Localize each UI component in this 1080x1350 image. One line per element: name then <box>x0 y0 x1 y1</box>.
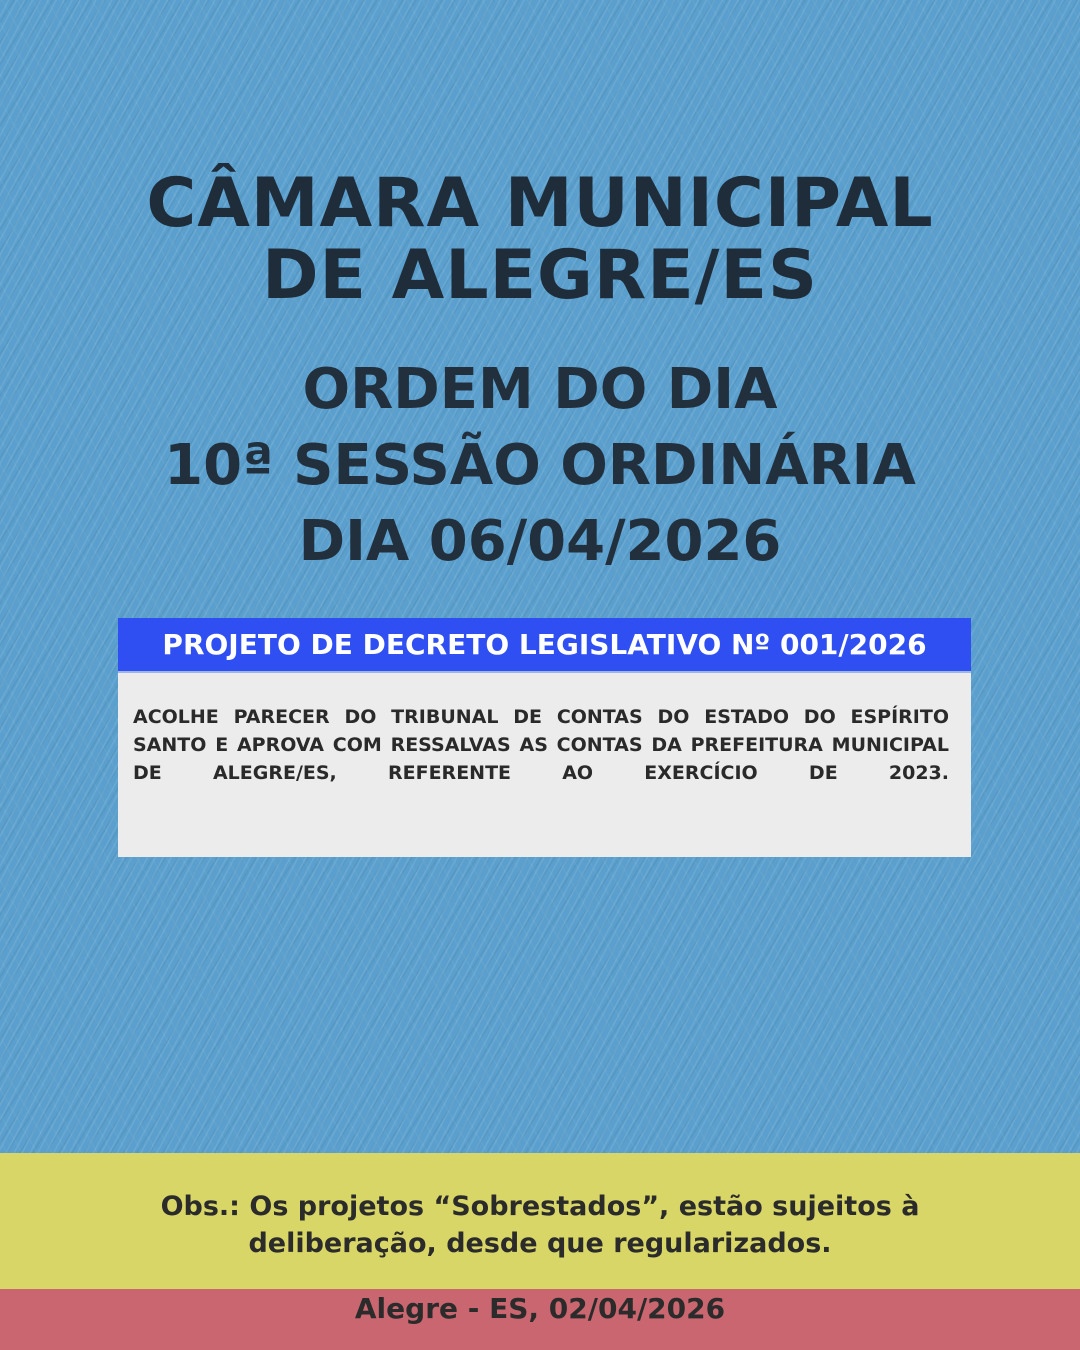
note-line-1: Obs.: Os projetos “Sobrestados”, estão sujeitos à <box>160 1191 920 1222</box>
title-line-1: CÂMARA MUNICIPAL <box>146 164 934 243</box>
project-description: ACOLHE PARECER DO TRIBUNAL DE CONTAS DO ESTADO DO ESPÍRITO SANTO E APROVA COM RESSALVAS AS CONTAS DA PREFEITURA MUNICIPAL DE ALEGRE/ES, REFERENTE AO EXERCÍCIO DE 2023. <box>118 673 971 857</box>
note-text <box>0 1188 1080 1262</box>
project-title-bar: PROJETO DE DECRETO LEGISLATIVO Nº 001/2026 <box>118 618 971 673</box>
session-agenda-label: ORDEM DO DIA <box>302 357 778 422</box>
session-number: 10ª SESSÃO ORDINÁRIA <box>164 433 916 498</box>
page-title <box>0 164 1080 315</box>
title-line-2: DE ALEGRE/ES <box>262 236 818 315</box>
note-line-2: deliberação, desde que regularizados. <box>248 1228 832 1259</box>
footer-place-date: Alegre - ES, 02/04/2026 <box>354 1292 726 1325</box>
session-info <box>0 352 1080 580</box>
session-date: DIA 06/04/2026 <box>298 509 782 574</box>
